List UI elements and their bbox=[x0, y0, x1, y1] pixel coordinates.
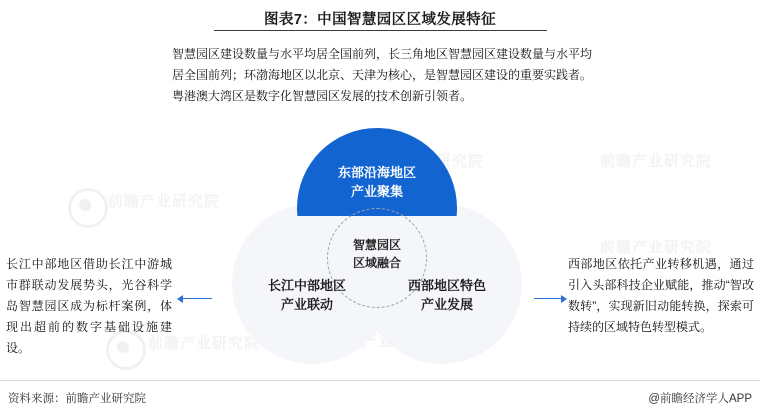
venn-label-right-line2: 产业发展 bbox=[420, 297, 473, 312]
left-description-text: 长江中部地区借助长江中游城市群联动发展势头，光谷科学岛智慧园区成为标杆案例，体现出超前的数字基础设施建设。 bbox=[6, 257, 172, 355]
venn-diagram bbox=[212, 128, 542, 368]
venn-label-left-line2: 产业联动 bbox=[280, 297, 333, 312]
watermark-text: 前瞻产业研究院 bbox=[148, 335, 261, 352]
arrow-left-icon bbox=[178, 298, 212, 299]
arrow-right-icon bbox=[534, 298, 566, 299]
watermark-logo bbox=[68, 188, 108, 228]
chart-title: 图表7：中国智慧园区区域发展特征 bbox=[264, 12, 496, 28]
footer-divider bbox=[0, 380, 760, 381]
top-description-text: 智慧园区建设数量与水平均居全国前列，长三角地区智慧园区建设数量与水平均居全国前列；环渤海地区以北京、天津为核心，是智慧园区建设的重要实践者。粤港澳大湾区是数字化智慧园区发展的技术创新引领者。 bbox=[172, 47, 593, 103]
venn-label-center bbox=[327, 236, 427, 272]
title-underline bbox=[214, 30, 547, 31]
right-description-text: 西部地区依托产业转移机遇，通过引入头部科技企业赋能，推动“智改数转”，实现新旧动能转换，探索可持续的区域特色转型模式。 bbox=[568, 257, 754, 334]
venn-label-center-line1: 智慧园区 bbox=[352, 238, 401, 252]
watermark-text: 前瞻产业研究院 bbox=[600, 153, 713, 170]
venn-label-left-line1: 长江中部地区 bbox=[267, 278, 346, 293]
venn-label-right-line1: 西部地区特色 bbox=[407, 278, 486, 293]
source-note: 资料来源：前瞻产业研究院 bbox=[8, 393, 146, 405]
watermark-text: 前瞻产业研究院 bbox=[600, 239, 713, 256]
venn-label-center-line2: 区域融合 bbox=[352, 256, 401, 270]
venn-label-top-line2: 产业聚集 bbox=[350, 184, 403, 199]
venn-label-top bbox=[297, 163, 457, 201]
brand-note: @前瞻经济学人APP bbox=[648, 393, 752, 405]
venn-label-right bbox=[362, 276, 532, 314]
watermark-text: 前瞻产业研究院 bbox=[108, 193, 221, 210]
venn-label-top-line1: 东部沿海地区 bbox=[337, 165, 416, 180]
